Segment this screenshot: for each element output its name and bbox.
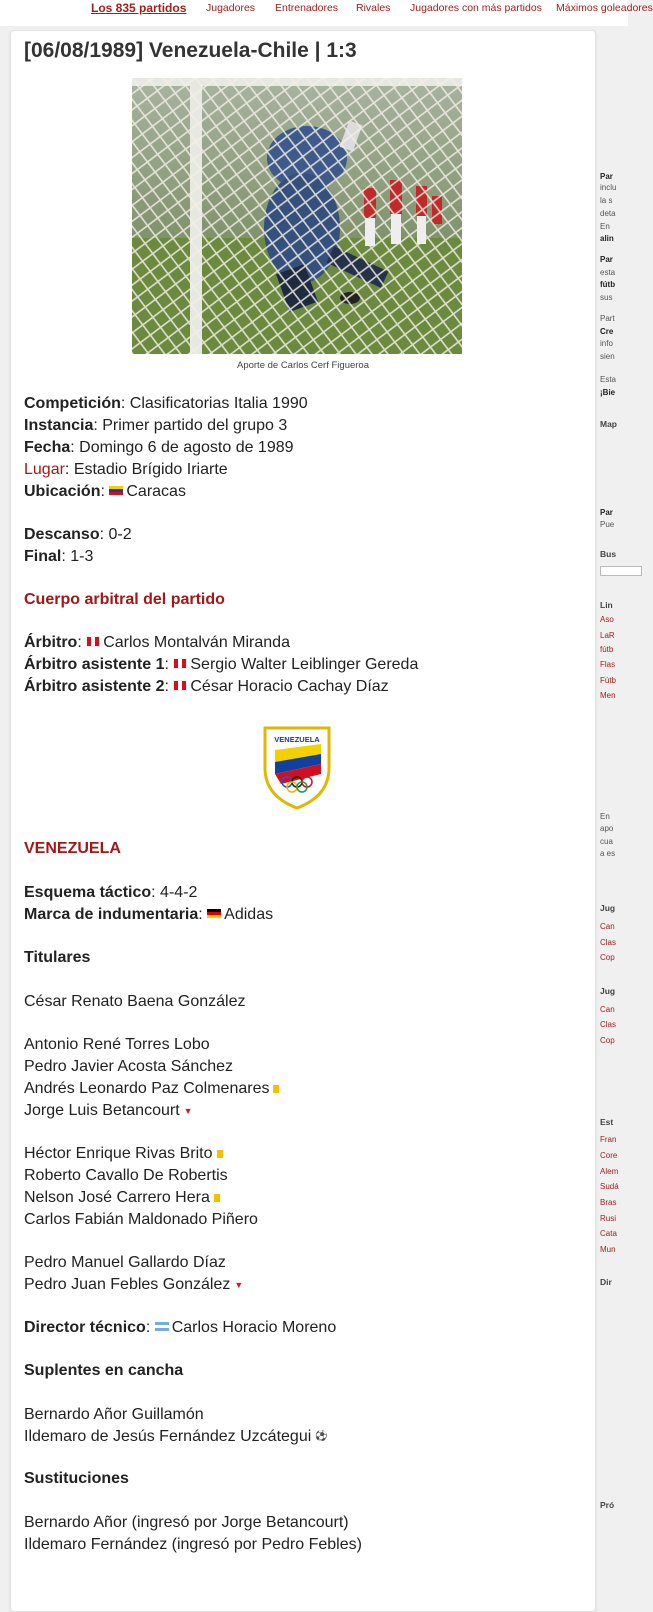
sidebar-text: inclu xyxy=(600,183,617,192)
sidebar-link[interactable]: Fútb xyxy=(600,676,617,685)
substitution-out-icon: ▼ xyxy=(183,1106,193,1116)
player-defender: Pedro Javier Acosta Sánchez xyxy=(24,1058,234,1075)
goal-ball-icon: ⚽ xyxy=(315,1431,328,1442)
sidebar-text: Par xyxy=(600,508,613,517)
suplentes-heading: Suplentes en cancha xyxy=(24,1362,184,1379)
team-marca: Marca de indumentaria: Adidas xyxy=(24,906,274,923)
player-forward: Pedro Juan Febles González ▼ xyxy=(24,1276,244,1294)
sidebar-heading: Dir xyxy=(600,1277,612,1287)
lugar-link[interactable]: Lugar xyxy=(24,461,65,478)
titulares-heading: Titulares xyxy=(24,949,91,966)
team-esquema: Esquema táctico: 4-4-2 xyxy=(24,884,198,901)
player-defender: Jorge Luis Betancourt ▼ xyxy=(24,1102,193,1120)
sidebar-text: Pue xyxy=(600,520,615,529)
search-input[interactable] xyxy=(600,566,642,576)
sidebar-text: Part xyxy=(600,314,615,323)
substitution-entry: Ildemaro Fernández (ingresó por Pedro Febles) xyxy=(24,1536,362,1553)
nav-rivales[interactable]: Rivales xyxy=(356,2,391,14)
nav-maximos-goleadores[interactable]: Máximos goleadores xyxy=(556,2,653,14)
sidebar-link[interactable]: Aso xyxy=(600,615,614,624)
peru-flag-icon xyxy=(173,658,187,669)
venezuela-flag-icon xyxy=(109,486,123,495)
referee-assistant-1: Árbitro asistente 1: Sergio Walter Leiblinger Gereda xyxy=(24,656,419,673)
yellow-card-icon xyxy=(214,1194,220,1202)
team-coach: Director técnico: Carlos Horacio Moreno xyxy=(24,1319,337,1336)
nav-los-835-partidos[interactable]: Los 835 partidos xyxy=(91,1,187,15)
sidebar-link[interactable]: Clas xyxy=(600,1020,617,1029)
sidebar-link[interactable]: Flas xyxy=(600,660,616,669)
sustituciones-heading: Sustituciones xyxy=(24,1470,129,1487)
sidebar-link[interactable]: Mun xyxy=(600,1245,616,1254)
crest-label: VENEZUELA xyxy=(274,735,320,744)
page-title: [06/08/1989] Venezuela-Chile | 1:3 xyxy=(24,39,357,62)
sidebar-link[interactable]: Cop xyxy=(600,953,615,962)
info-descanso: Descanso: 0-2 xyxy=(24,526,132,543)
sidebar-link[interactable]: Fran xyxy=(600,1135,617,1144)
player-midfielder: Roberto Cavallo De Robertis xyxy=(24,1167,228,1184)
sidebar-heading: Jug xyxy=(600,986,616,996)
referees-heading: Cuerpo arbitral del partido xyxy=(24,591,225,608)
photo-caption: Aporte de Carlos Cerf Figueroa xyxy=(236,360,369,371)
sidebar-text: En xyxy=(600,812,610,821)
player-goalkeeper: César Renato Baena González xyxy=(24,993,246,1010)
player-defender: Antonio René Torres Lobo xyxy=(24,1036,210,1053)
right-sidebar xyxy=(598,0,628,1600)
sidebar-text: fútb xyxy=(600,280,616,289)
sidebar-text: la s xyxy=(600,196,613,205)
player-midfielder: Carlos Fabián Maldonado Piñero xyxy=(24,1211,258,1228)
nav-jugadores-mas-partidos[interactable]: Jugadores con más partidos xyxy=(410,2,542,14)
player-forward: Pedro Manuel Gallardo Díaz xyxy=(24,1254,226,1271)
sidebar-text: Cre xyxy=(600,327,614,336)
sidebar-link[interactable]: Can xyxy=(600,922,615,931)
sidebar-text: ¡Bie xyxy=(600,388,616,397)
yellow-card-icon xyxy=(217,1150,223,1158)
sidebar-text: deta xyxy=(600,209,616,218)
yellow-card-icon xyxy=(273,1085,279,1093)
match-article xyxy=(10,30,596,1612)
sidebar-heading: Est xyxy=(600,1117,614,1127)
nav-entrenadores[interactable]: Entrenadores xyxy=(275,2,339,14)
germany-flag-icon xyxy=(207,909,221,918)
sidebar-heading: Jug xyxy=(600,903,616,913)
sidebar-heading: Lin xyxy=(600,600,613,610)
sidebar-text: Esta xyxy=(600,375,617,384)
referee-main: Árbitro: Carlos Montalván Miranda xyxy=(24,634,290,651)
sidebar-text: a es xyxy=(600,849,616,858)
sidebar-link[interactable]: Core xyxy=(600,1151,618,1160)
sidebar-text: apo xyxy=(600,824,614,833)
sidebar-link[interactable]: Cop xyxy=(600,1036,615,1045)
info-lugar: Lugar: Estadio Brígido Iriarte xyxy=(24,461,228,478)
sidebar-link[interactable]: Can xyxy=(600,1005,615,1014)
sidebar-link[interactable]: Clas xyxy=(600,938,617,947)
sidebar-text: info xyxy=(600,339,613,348)
sidebar-text: esta xyxy=(600,268,616,277)
referee-assistant-2: Árbitro asistente 2: César Horacio Cachay Díaz xyxy=(24,678,389,695)
peru-flag-icon xyxy=(86,636,100,647)
info-ubicacion: Ubicación: Caracas xyxy=(24,483,186,500)
substitution-entry: Bernardo Añor (ingresó por Jorge Betancourt) xyxy=(24,1514,349,1531)
team-name: VENEZUELA xyxy=(24,840,121,857)
sidebar-text: En xyxy=(600,222,610,231)
sidebar-heading: Bus xyxy=(600,549,617,559)
sidebar-link[interactable]: Sudá xyxy=(600,1182,619,1191)
venezuela-crest-icon xyxy=(261,724,333,810)
sidebar-heading: Map xyxy=(600,419,617,429)
sidebar-link[interactable]: Rusi xyxy=(600,1214,617,1223)
sidebar-text: sus xyxy=(600,293,613,302)
sidebar-link[interactable]: LaR xyxy=(600,631,615,640)
sidebar-text: Par xyxy=(600,172,613,181)
sidebar-link[interactable]: Men xyxy=(600,691,616,700)
top-nav xyxy=(0,0,653,26)
sidebar-text: sien xyxy=(600,352,615,361)
info-final: Final: 1-3 xyxy=(24,548,94,565)
info-competicion: Competición: Clasificatorias Italia 1990 xyxy=(24,395,308,412)
sidebar-text: Par xyxy=(600,255,613,264)
sidebar-text: cua xyxy=(600,837,613,846)
sidebar-link[interactable]: Cata xyxy=(600,1229,617,1238)
substitution-out-icon: ▼ xyxy=(234,1280,244,1290)
sidebar-text: alin xyxy=(600,234,614,243)
argentina-flag-icon xyxy=(155,1322,169,1331)
info-fecha: Fecha: Domingo 6 de agosto de 1989 xyxy=(24,439,294,456)
peru-flag-icon xyxy=(173,680,187,691)
player-substitute: Ildemaro de Jesús Fernández Uzcátegui ⚽ xyxy=(24,1428,328,1446)
player-midfielder: Héctor Enrique Rivas Brito xyxy=(24,1144,223,1164)
player-midfielder: Nelson José Carrero Hera xyxy=(24,1188,220,1208)
player-substitute: Bernardo Añor Guillamón xyxy=(24,1406,204,1423)
sidebar-link[interactable]: Bras xyxy=(600,1198,617,1207)
nav-jugadores[interactable]: Jugadores xyxy=(206,2,256,14)
sidebar-link[interactable]: fútb xyxy=(600,645,614,654)
match-photo xyxy=(132,78,462,354)
info-instancia: Instancia: Primer partido del grupo 3 xyxy=(24,417,288,434)
sidebar-heading: Pró xyxy=(600,1500,615,1510)
player-defender: Andrés Leonardo Paz Colmenares xyxy=(24,1079,279,1099)
sidebar-link[interactable]: Alem xyxy=(600,1167,619,1176)
